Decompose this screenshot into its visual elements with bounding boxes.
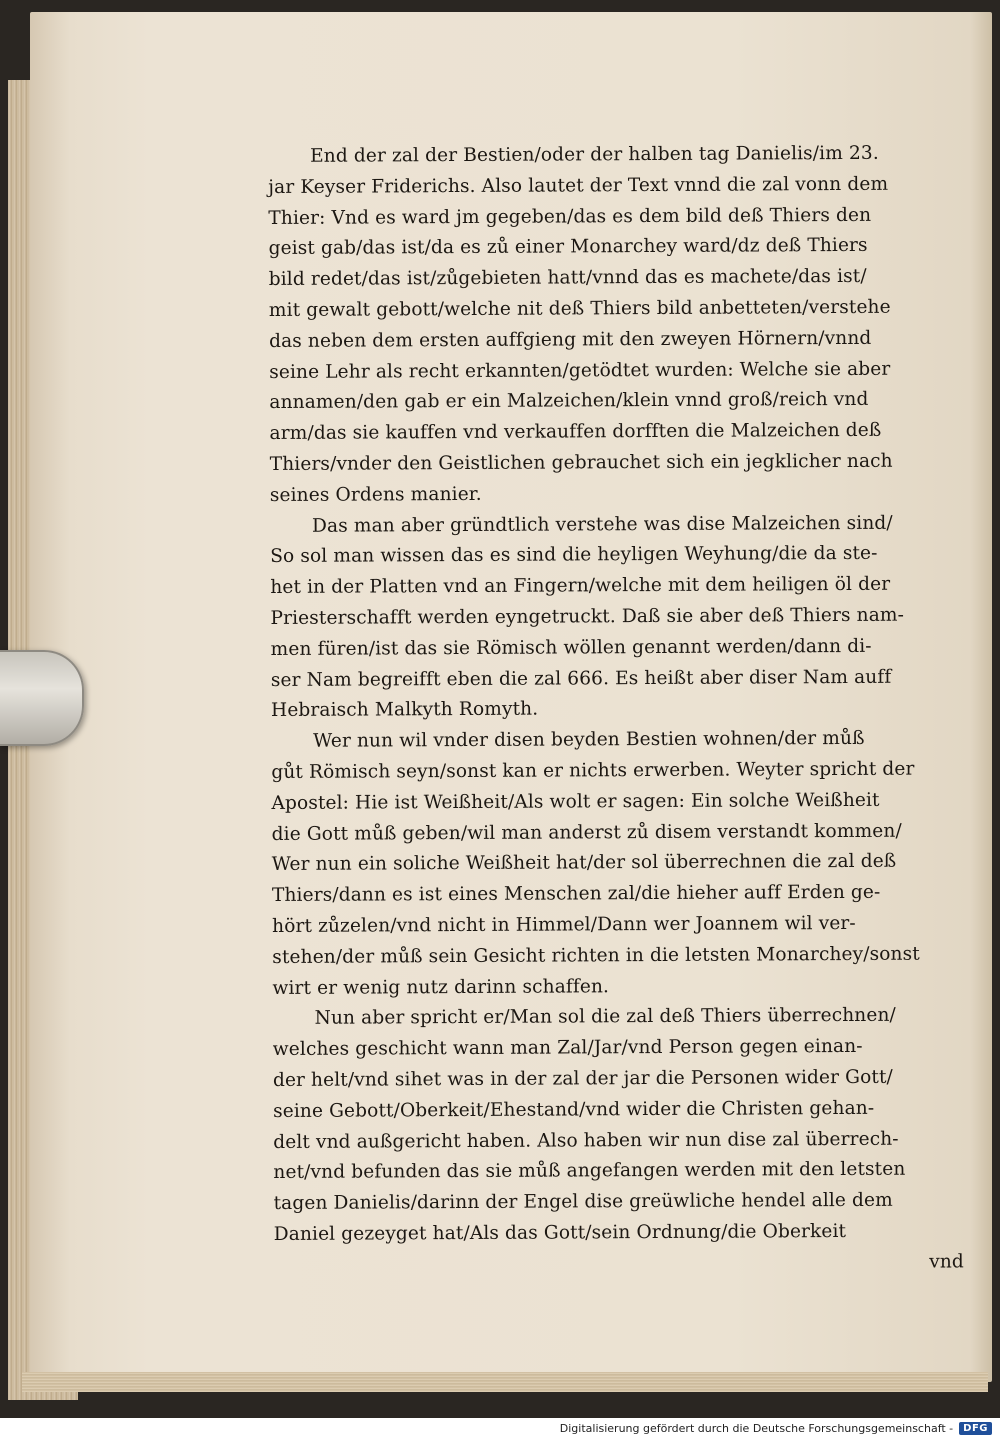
text-line: seines Ordens manier.	[269, 483, 482, 506]
text-line: tagen Danielis/darinn der Engel dise greüwliche hendel alle dem	[273, 1189, 893, 1215]
text-line: Wer nun ein soliche Weißheit hat/der sol überrechnen die zal deß	[271, 851, 897, 876]
text-line: mit gewalt gebott/welche nit deß Thiers bild anbetteten/verstehe	[268, 296, 891, 321]
text-line: annamen/den gab er ein Malzeichen/klein vnnd groß/reich vnd	[269, 389, 869, 414]
text-line: der helt/vnd sihet was in der zal der jar die Personen wider Gott/	[272, 1066, 893, 1091]
text-line: net/vnd befunden das sie můß angefangen werden mit den letsten	[273, 1158, 906, 1184]
text-line: Apostel: Hie ist Weißheit/Als wolt er sagen: Ein solche Weißheit	[271, 789, 880, 814]
text-line: welches geschicht wann man Zal/Jar/vnd Person gegen einan-	[272, 1036, 863, 1061]
digitization-credit	[560, 1419, 992, 1437]
text-line: bild redet/das ist/zůgebieten hatt/vnnd das es machete/das ist/	[268, 266, 867, 291]
text-line: Daniel gezeyget hat/Als das Gott/sein Ordnung/die Oberkeit	[273, 1220, 847, 1245]
text-line: het in der Platten vnd an Fingern/welche mit dem heiligen öl der	[270, 573, 891, 599]
text-line: Thiers/dann es ist eines Menschen zal/die hieher auff Erden ge-	[271, 881, 881, 907]
text-line: Das man aber gründtlich verstehe was dise Malzeichen sind/	[311, 512, 893, 537]
text-line: Thiers/vnder den Geistlichen gebrauchet sich ein jegklicher nach	[269, 450, 893, 475]
catchword: vnd	[929, 1251, 964, 1273]
text-line: End der zal der Bestien/oder der halben tag Danielis/im 23.	[310, 142, 879, 167]
page-bottom-edges	[22, 1372, 988, 1392]
text-line: gůt Römisch seyn/sonst kan er nichts erwerben. Weyter spricht der	[271, 758, 915, 783]
text-line: wirt er wenig nutz darinn schaffen.	[272, 975, 610, 999]
text-line: ser Nam begreifft eben die zal 666. Es heißt aber diser Nam auff	[270, 666, 892, 691]
text-line: Hebraisch Malkyth Romyth.	[270, 698, 539, 722]
text-line: geist gab/das ist/da es zů einer Monarchey ward/dz deß Thiers	[268, 235, 868, 260]
text-line: Nun aber spricht er/Man sol die zal deß Thiers überrechnen/	[314, 1005, 896, 1030]
dfg-logo: DFG	[959, 1422, 992, 1435]
text-line: delt vnd außgericht haben. Also haben wir nun dise zal überrech-	[273, 1128, 899, 1153]
credit-text: Digitalisierung gefördert durch die Deutsche Forschungsgemeinschaft -	[559, 1421, 954, 1435]
text-line: das neben dem ersten auffgieng mit den zweyen Hörnern/vnnd	[268, 327, 872, 352]
text-line: arm/das sie kauffen vnd verkauffen dorfften die Malzeichen deß	[269, 419, 882, 445]
text-line: seine Gebott/Oberkeit/Ehestand/vnd wider die Christen gehan-	[273, 1097, 875, 1122]
text-line: men füren/ist das sie Römisch wöllen genannt werden/dann di-	[270, 635, 872, 660]
text-line: Thier: Vnd es ward jm gegeben/das es dem bild deß Thiers den	[268, 204, 872, 229]
text-line: stehen/der můß sein Gesicht richten in die letsten Monarchey/sonst	[272, 943, 920, 968]
book-clip	[0, 650, 84, 746]
text-line: Priesterschafft werden eyngetruckt. Daß sie aber deß Thiers nam-	[270, 604, 905, 629]
text-line: jar Keyser Friderichs. Also lautet der Text vnnd die zal vonn dem	[268, 173, 889, 198]
text-line: Wer nun wil vnder disen beyden Bestien wohnen/der můß	[313, 728, 865, 752]
page-text	[268, 138, 964, 1281]
text-line: hört zůzelen/vnd nicht in Himmel/Dann wer Joannem wil ver-	[272, 912, 856, 937]
text-line: die Gott můß geben/wil man anderst zů disem verstandt kommen/	[271, 820, 902, 845]
text-line: So sol man wissen das es sind die heyligen Weyhung/die da ste-	[270, 543, 878, 568]
text-line: seine Lehr als recht erkannten/getödtet wurden: Welche sie aber	[269, 358, 891, 383]
